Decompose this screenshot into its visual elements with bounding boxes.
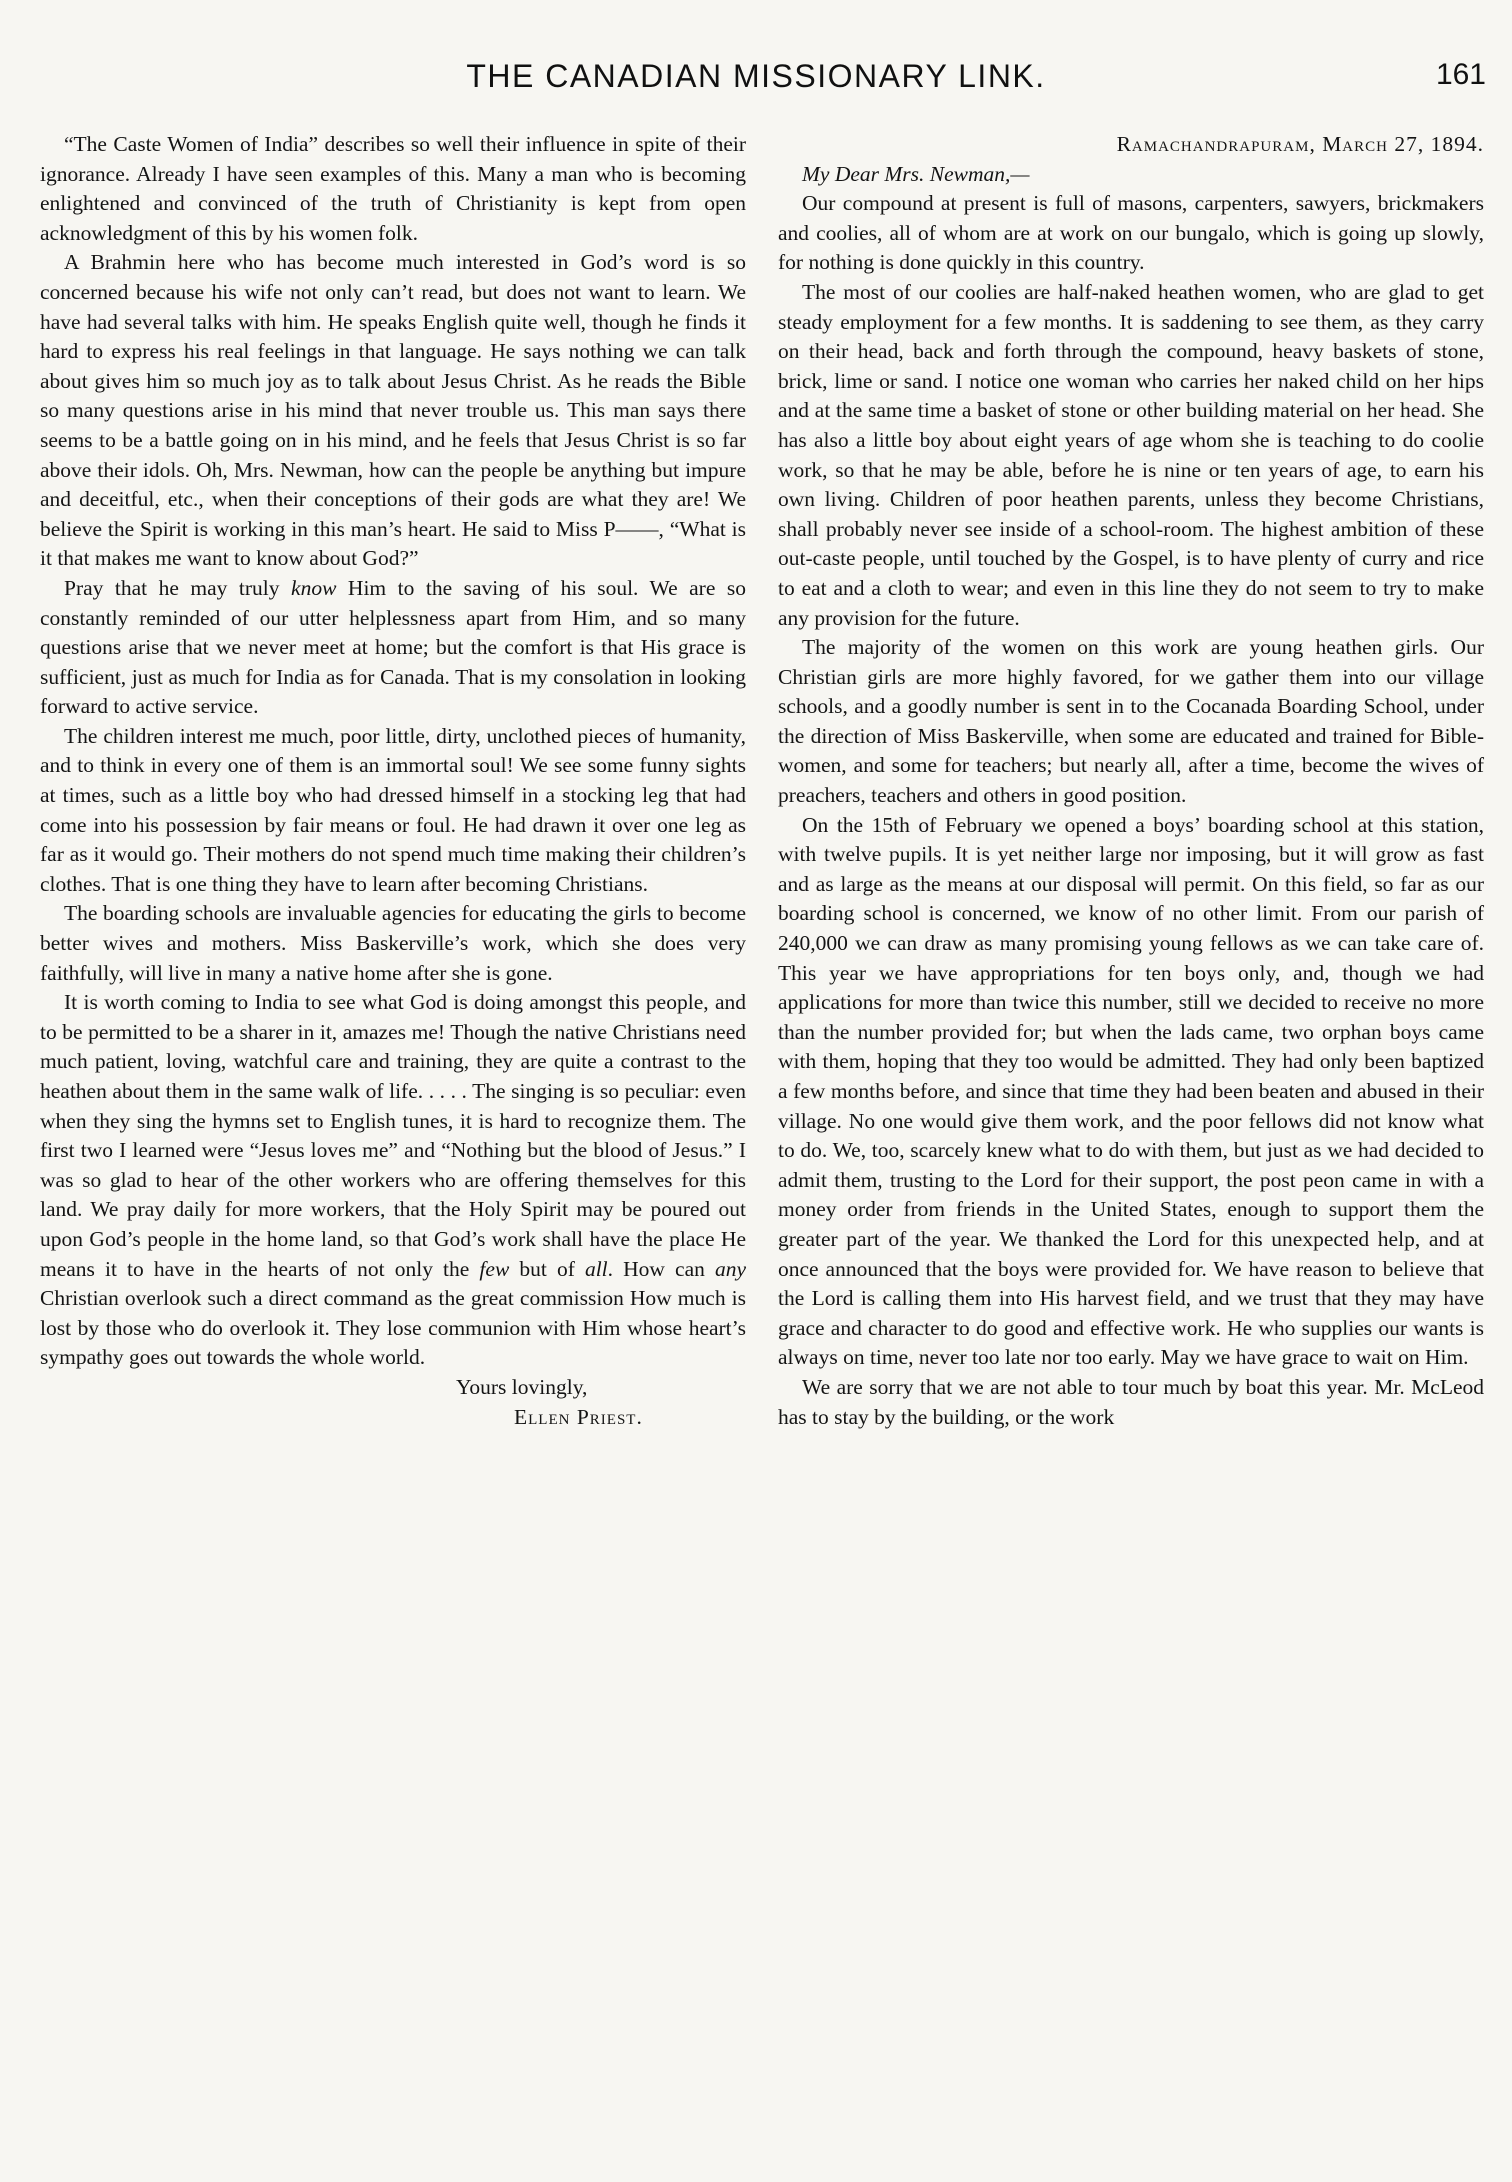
signature: Ellen Priest. xyxy=(514,1404,643,1429)
italic-text: few xyxy=(479,1256,510,1281)
italic-text: all xyxy=(584,1256,608,1281)
left-paragraph-6 xyxy=(40,988,746,1373)
valediction: Yours lovingly, xyxy=(456,1374,588,1399)
text-run: It is worth coming to India to see what God is doing amongst this people, and to be permitted to be a sharer in it, amazes me! Though the native Christians need much patient, loving, watchful care and training, they are quite a contrast to the heathen about them in the same walk of life. . . . . The singing is so peculiar: even when they sing the hymns set to English tunes, it is hard to recognize them. The first two I learned were “Jesus loves me” and “Nothing but the blood of Jesus.” I was so glad to hear of the other workers who are offering themselves for this land. We pray daily for more workers, that the Holy Spirit may be poured out upon God’s people in the home land, so that God’s work shall have the place He means it to have in the hearts of not only the xyxy=(40,990,746,1281)
dateline: Ramachandrapuram, March 27, 1894. xyxy=(1116,132,1484,156)
right-column xyxy=(778,130,1484,1432)
text-run: . How can xyxy=(607,1256,715,1281)
right-paragraph-5: We are sorry that we are not able to tour much by boat this year. Mr. McLeod has to stay by the building, or the work xyxy=(778,1374,1484,1429)
letter-closing xyxy=(40,1373,746,1432)
publication-title: THE CANADIAN MISSIONARY LINK. xyxy=(466,58,1046,94)
left-paragraph-2: A Brahmin here who has become much interested in God’s word is so concerned because his wife not only can’t read, but does not want to learn. We have had several talks with him. He speaks English quite well, though he finds it hard to express his real feelings in that language. He says nothing we can talk about gives him so much joy as to talk about Jesus Christ. As he reads the Bible so many questions arise in his mind that never trouble us. This man says there seems to be a battle going on in his mind, and he feels that Jesus Christ is so far above their idols. Oh, Mrs. Newman, how can the people be anything but impure and deceitful, etc., when their conceptions of their gods are what they are! We believe the Spirit is working in this man’s heart. He said to Miss P——, “What is it that makes me want to know about God?” xyxy=(40,250,746,571)
left-paragraph-3 xyxy=(40,574,746,722)
salutation: My Dear Mrs. Newman,— xyxy=(802,161,1030,186)
right-paragraph-1: Our compound at present is full of masons, carpenters, sawyers, brickmakers and coolies, all of whom are at work on our bungalo, which is going up slowly, for nothing is done quickly in this country. xyxy=(778,191,1484,275)
left-column xyxy=(40,130,746,1432)
text-run: but of xyxy=(509,1256,585,1281)
left-paragraph-1: “The Caste Women of India” describes so well their influence in spite of their ignorance. Already I have seen examples of this. Many a man who is becoming enlightened and convinced of the truth of Christianity is kept from open acknowledgment of this by his women folk. xyxy=(40,132,746,245)
left-paragraph-5: The boarding schools are invaluable agencies for educating the girls to become better wives and mothers. Miss Baskerville’s work, which she does very faithfully, will live in many a native home after she is gone. xyxy=(40,901,746,985)
text-run: Pray that he may truly xyxy=(64,575,292,600)
italic-text: know xyxy=(291,575,337,600)
page-number: 161 xyxy=(1435,58,1486,91)
text-run: Christian overlook such a direct command as the great commission How much is lost by those who do overlook it. They lose communion with Him whose heart’s sympathy goes out towards the whole world. xyxy=(40,1286,746,1370)
left-paragraph-4: The children interest me much, poor little, dirty, unclothed pieces of humanity, and to think in every one of them is an immortal soul! We see some funny sights at times, such as a little boy who had dressed himself in a stocking leg that had come into his possession by fair means or foul. He had drawn it over one leg as far as it would go. Their mothers do not spend much time making their children’s clothes. That is one thing they have to learn after becoming Christians. xyxy=(40,723,746,896)
italic-text: any xyxy=(714,1256,746,1281)
right-paragraph-2: The most of our coolies are half-naked heathen women, who are glad to get steady employment for a few months. It is saddening to see them, as they carry on their head, back and forth through the compound, heavy baskets of stone, brick, lime or sand. I notice one woman who carries her naked child on her hips and at the same time a basket of stone or other building material on her head. She has also a little boy about eight years of age whom she is teaching to do coolie work, so that he may be able, before he is nine or ten years of age, to earn his own living. Children of poor heathen parents, unless they become Christians, shall probably never see inside of a school-room. The highest ambition of these out-caste people, until touched by the Gospel, is to have plenty of curry and rice to eat and a cloth to wear; and even in this line they do not seem to try to make any provision for the future. xyxy=(778,279,1484,630)
page-header xyxy=(0,58,1512,108)
text-run: Him to the saving of his soul. We are so constantly reminded of our utter helplessness apart from Him, and so many questions arise that we never meet at home; but the comfort is that His grace is sufficient, just as much for India as for Canada. That is my consolation in looking forward to active service. xyxy=(40,575,746,719)
right-paragraph-3: The majority of the women on this work are young heathen girls. Our Christian girls are more highly favored, for we gather them into our village schools, and a goodly number is sent in to the Cocanada Boarding School, under the direction of Miss Baskerville, when some are educated and trained for Bible-women, and some for teachers; but nearly all, after a time, become the wives of preachers, teachers and others in good position. xyxy=(778,635,1484,808)
right-paragraph-4: On the 15th of February we opened a boys’ boarding school at this station, with twelve pupils. It is yet neither large nor imposing, but it will grow as fast and as large as the means at our disposal will permit. On this field, so far as our boarding school is concerned, we know of no other limit. From our parish of 240,000 we can draw as many promising young fellows as we can take care of. This year we have appropriations for ten boys only, and, though we had applications for more than twice this number, still we decided to receive no more than the number provided for; but when the lads came, two orphan boys came with them, hoping that they too would be admitted. They had only been baptized a few months before, and since that time they had been beaten and abused in their village. No one would give them work, and the poor fellows did not know what to do. We, too, scarcely knew what to do with them, but just as we had decided to admit them, trusting to the Lord for their support, the post peon came in with a money order from friends in the United States, enough to support them the greater part of the year. We thanked the Lord for this unexpected help, and at once announced that the boys were provided for. We have reason to believe that the Lord is calling them into His harvest field, and we trust that they may have grace and character to do good and effective work. He who supplies our wants is always on time, never too late nor too early. May we have grace to wait on Him. xyxy=(778,812,1484,1370)
